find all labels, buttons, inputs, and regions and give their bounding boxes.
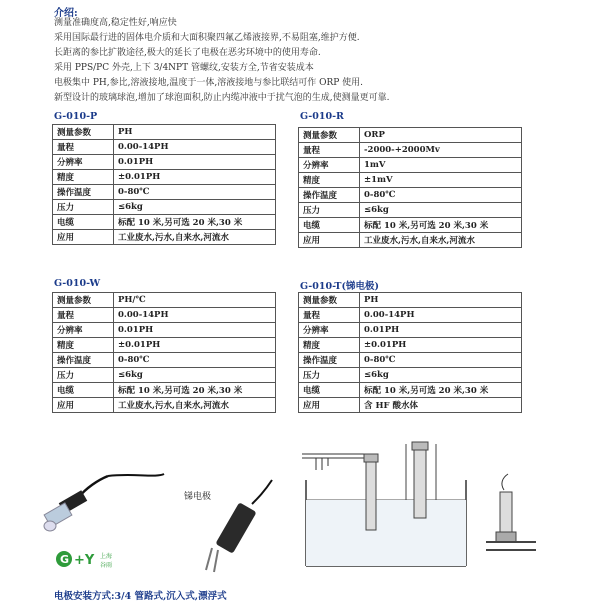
spec-row [299, 353, 522, 368]
spec-key: 测量参数 [299, 128, 360, 143]
spec-key: 精度 [53, 338, 114, 353]
model-title-r: G-010-R [300, 111, 344, 122]
spec-value: ≤6kg [360, 368, 522, 383]
spec-value: ≤6kg [114, 368, 276, 383]
spec-key: 应用 [53, 230, 114, 245]
spec-key: 电缆 [53, 215, 114, 230]
spec-value: 0.00-14PH [360, 308, 522, 323]
spec-row [299, 143, 522, 158]
spec-value: 标配 10 米,另可选 20 米,30 米 [360, 218, 522, 233]
pipe-installation-diagram [486, 470, 536, 560]
intro-text [54, 16, 584, 106]
spec-row [299, 323, 522, 338]
spec-row [53, 185, 276, 200]
spec-key: 量程 [299, 308, 360, 323]
intro-title: 介绍: [54, 8, 78, 19]
spec-row [299, 233, 522, 248]
spec-row [299, 128, 522, 143]
spec-key: 测量参数 [53, 293, 114, 308]
spec-value: 含 HF 酸水体 [360, 398, 522, 413]
spec-row [299, 293, 522, 308]
spec-key: 精度 [299, 338, 360, 353]
spec-value: 1mV [360, 158, 522, 173]
spec-value: 工业废水,污水,自来水,河流水 [360, 233, 522, 248]
spec-row [299, 218, 522, 233]
spec-row [299, 158, 522, 173]
spec-value: 0-80℃ [360, 188, 522, 203]
spec-key: 电缆 [299, 383, 360, 398]
spec-table-r [298, 127, 522, 248]
spec-row [299, 383, 522, 398]
spec-value: 0.01PH [360, 323, 522, 338]
spec-value: 0-80℃ [114, 185, 276, 200]
spec-value: 0.01PH [114, 155, 276, 170]
intro-line: 长距离的参比扩散途径,极大的延长了电极在恶劣环境中的使用寿命. [54, 48, 321, 58]
spec-row [299, 188, 522, 203]
spec-value: 0-80℃ [360, 353, 522, 368]
spec-value: 标配 10 米,另可选 20 米,30 米 [114, 383, 276, 398]
spec-table-w [52, 292, 276, 413]
spec-row [299, 398, 522, 413]
spec-key: 压力 [53, 200, 114, 215]
spec-key: 电缆 [299, 218, 360, 233]
svg-text:上海: 上海 [100, 553, 113, 560]
model-title-p: G-010-P [54, 111, 98, 122]
spec-value: ORP [360, 128, 522, 143]
spec-value: 标配 10 米,另可选 20 米,30 米 [360, 383, 522, 398]
spec-row [299, 308, 522, 323]
spec-key: 分辨率 [53, 323, 114, 338]
intro-line: 测量准确度高,稳定性好,响应快 [54, 18, 177, 28]
spec-value: PH/℃ [114, 293, 276, 308]
spec-value: ±1mV [360, 173, 522, 188]
spec-value: 0.00-14PH [114, 308, 276, 323]
spec-row [53, 155, 276, 170]
spec-value: ≤6kg [114, 200, 276, 215]
spec-key: 分辨率 [299, 158, 360, 173]
intro-line: 新型设计的玻璃球泡,增加了球泡面积,防止内缆冲液中于扰气泡的生成,使测量更可靠. [54, 93, 390, 103]
spec-key: 分辨率 [53, 155, 114, 170]
spec-key: 精度 [299, 173, 360, 188]
spec-value: ±0.01PH [114, 338, 276, 353]
spec-row [53, 323, 276, 338]
spec-value: 工业废水,污水,自来水,河流水 [114, 398, 276, 413]
spec-key: 测量参数 [53, 125, 114, 140]
spec-key: 量程 [53, 140, 114, 155]
spec-table-t [298, 292, 522, 413]
spec-value: ≤6kg [360, 203, 522, 218]
spec-key: 压力 [299, 368, 360, 383]
intro-line: 采用国际最行进的固体电介质和大面积聚四氟乙烯液接界,不易阻塞,维护方便. [54, 33, 360, 43]
spec-row [299, 203, 522, 218]
spec-key: 测量参数 [299, 293, 360, 308]
spec-row [299, 338, 522, 353]
spec-key: 操作温度 [53, 353, 114, 368]
spec-value: 0-80℃ [114, 353, 276, 368]
spec-value: 0.01PH [114, 323, 276, 338]
spec-value: ±0.01PH [360, 338, 522, 353]
spec-value: -2000-+2000Mv [360, 143, 522, 158]
spec-row [53, 338, 276, 353]
spec-key: 精度 [53, 170, 114, 185]
spec-key: 量程 [299, 143, 360, 158]
spec-row [53, 353, 276, 368]
spec-key: 操作温度 [299, 188, 360, 203]
model-title-w: G-010-W [54, 278, 101, 289]
spec-row [53, 200, 276, 215]
spec-row [53, 125, 276, 140]
spec-value: 0.00-14PH [114, 140, 276, 155]
spec-row [53, 170, 276, 185]
model-title-t: G-010-T(锑电极) [300, 281, 379, 292]
spec-key: 分辨率 [299, 323, 360, 338]
company-logo [54, 548, 134, 570]
intro-line: 电极集中 PH,参比,溶液接地,温度于一体,溶液接地与参比联结可作 ORP 使用. [54, 78, 364, 88]
spec-row [53, 215, 276, 230]
intro-line: 采用 PPS/PC 外壳,上下 3/4NPT 管螺纹,安装方全,节省安装成本 [54, 63, 314, 73]
spec-row [53, 293, 276, 308]
spec-row [53, 140, 276, 155]
spec-key: 操作温度 [53, 185, 114, 200]
spec-row [53, 398, 276, 413]
spec-key: 应用 [299, 398, 360, 413]
spec-key: 操作温度 [299, 353, 360, 368]
installation-methods: 电极安装方式:3/4 管路式,沉入式,漂浮式 [54, 591, 227, 602]
spec-key: 应用 [53, 398, 114, 413]
svg-text:谷雨: 谷雨 [100, 562, 113, 569]
spec-value: ±0.01PH [114, 170, 276, 185]
spec-key: 量程 [53, 308, 114, 323]
svg-text:+Y: +Y [74, 553, 95, 568]
antimony-electrode-photo [198, 478, 278, 578]
spec-value: PH [360, 293, 522, 308]
ph-electrode-photo [38, 468, 168, 548]
spec-row [53, 368, 276, 383]
antimony-caption: 锑电极 [184, 492, 212, 502]
tank-installation-diagram [296, 440, 476, 576]
spec-value: PH [114, 125, 276, 140]
spec-key: 电缆 [53, 383, 114, 398]
spec-row [53, 383, 276, 398]
spec-row [53, 308, 276, 323]
spec-row [53, 230, 276, 245]
spec-value: 标配 10 米,另可选 20 米,30 米 [114, 215, 276, 230]
spec-key: 应用 [299, 233, 360, 248]
spec-key: 压力 [299, 203, 360, 218]
spec-value: 工业废水,污水,自来水,河流水 [114, 230, 276, 245]
spec-table-p [52, 124, 276, 245]
spec-key: 压力 [53, 368, 114, 383]
spec-row [299, 368, 522, 383]
spec-row [299, 173, 522, 188]
svg-text:G: G [60, 553, 70, 566]
